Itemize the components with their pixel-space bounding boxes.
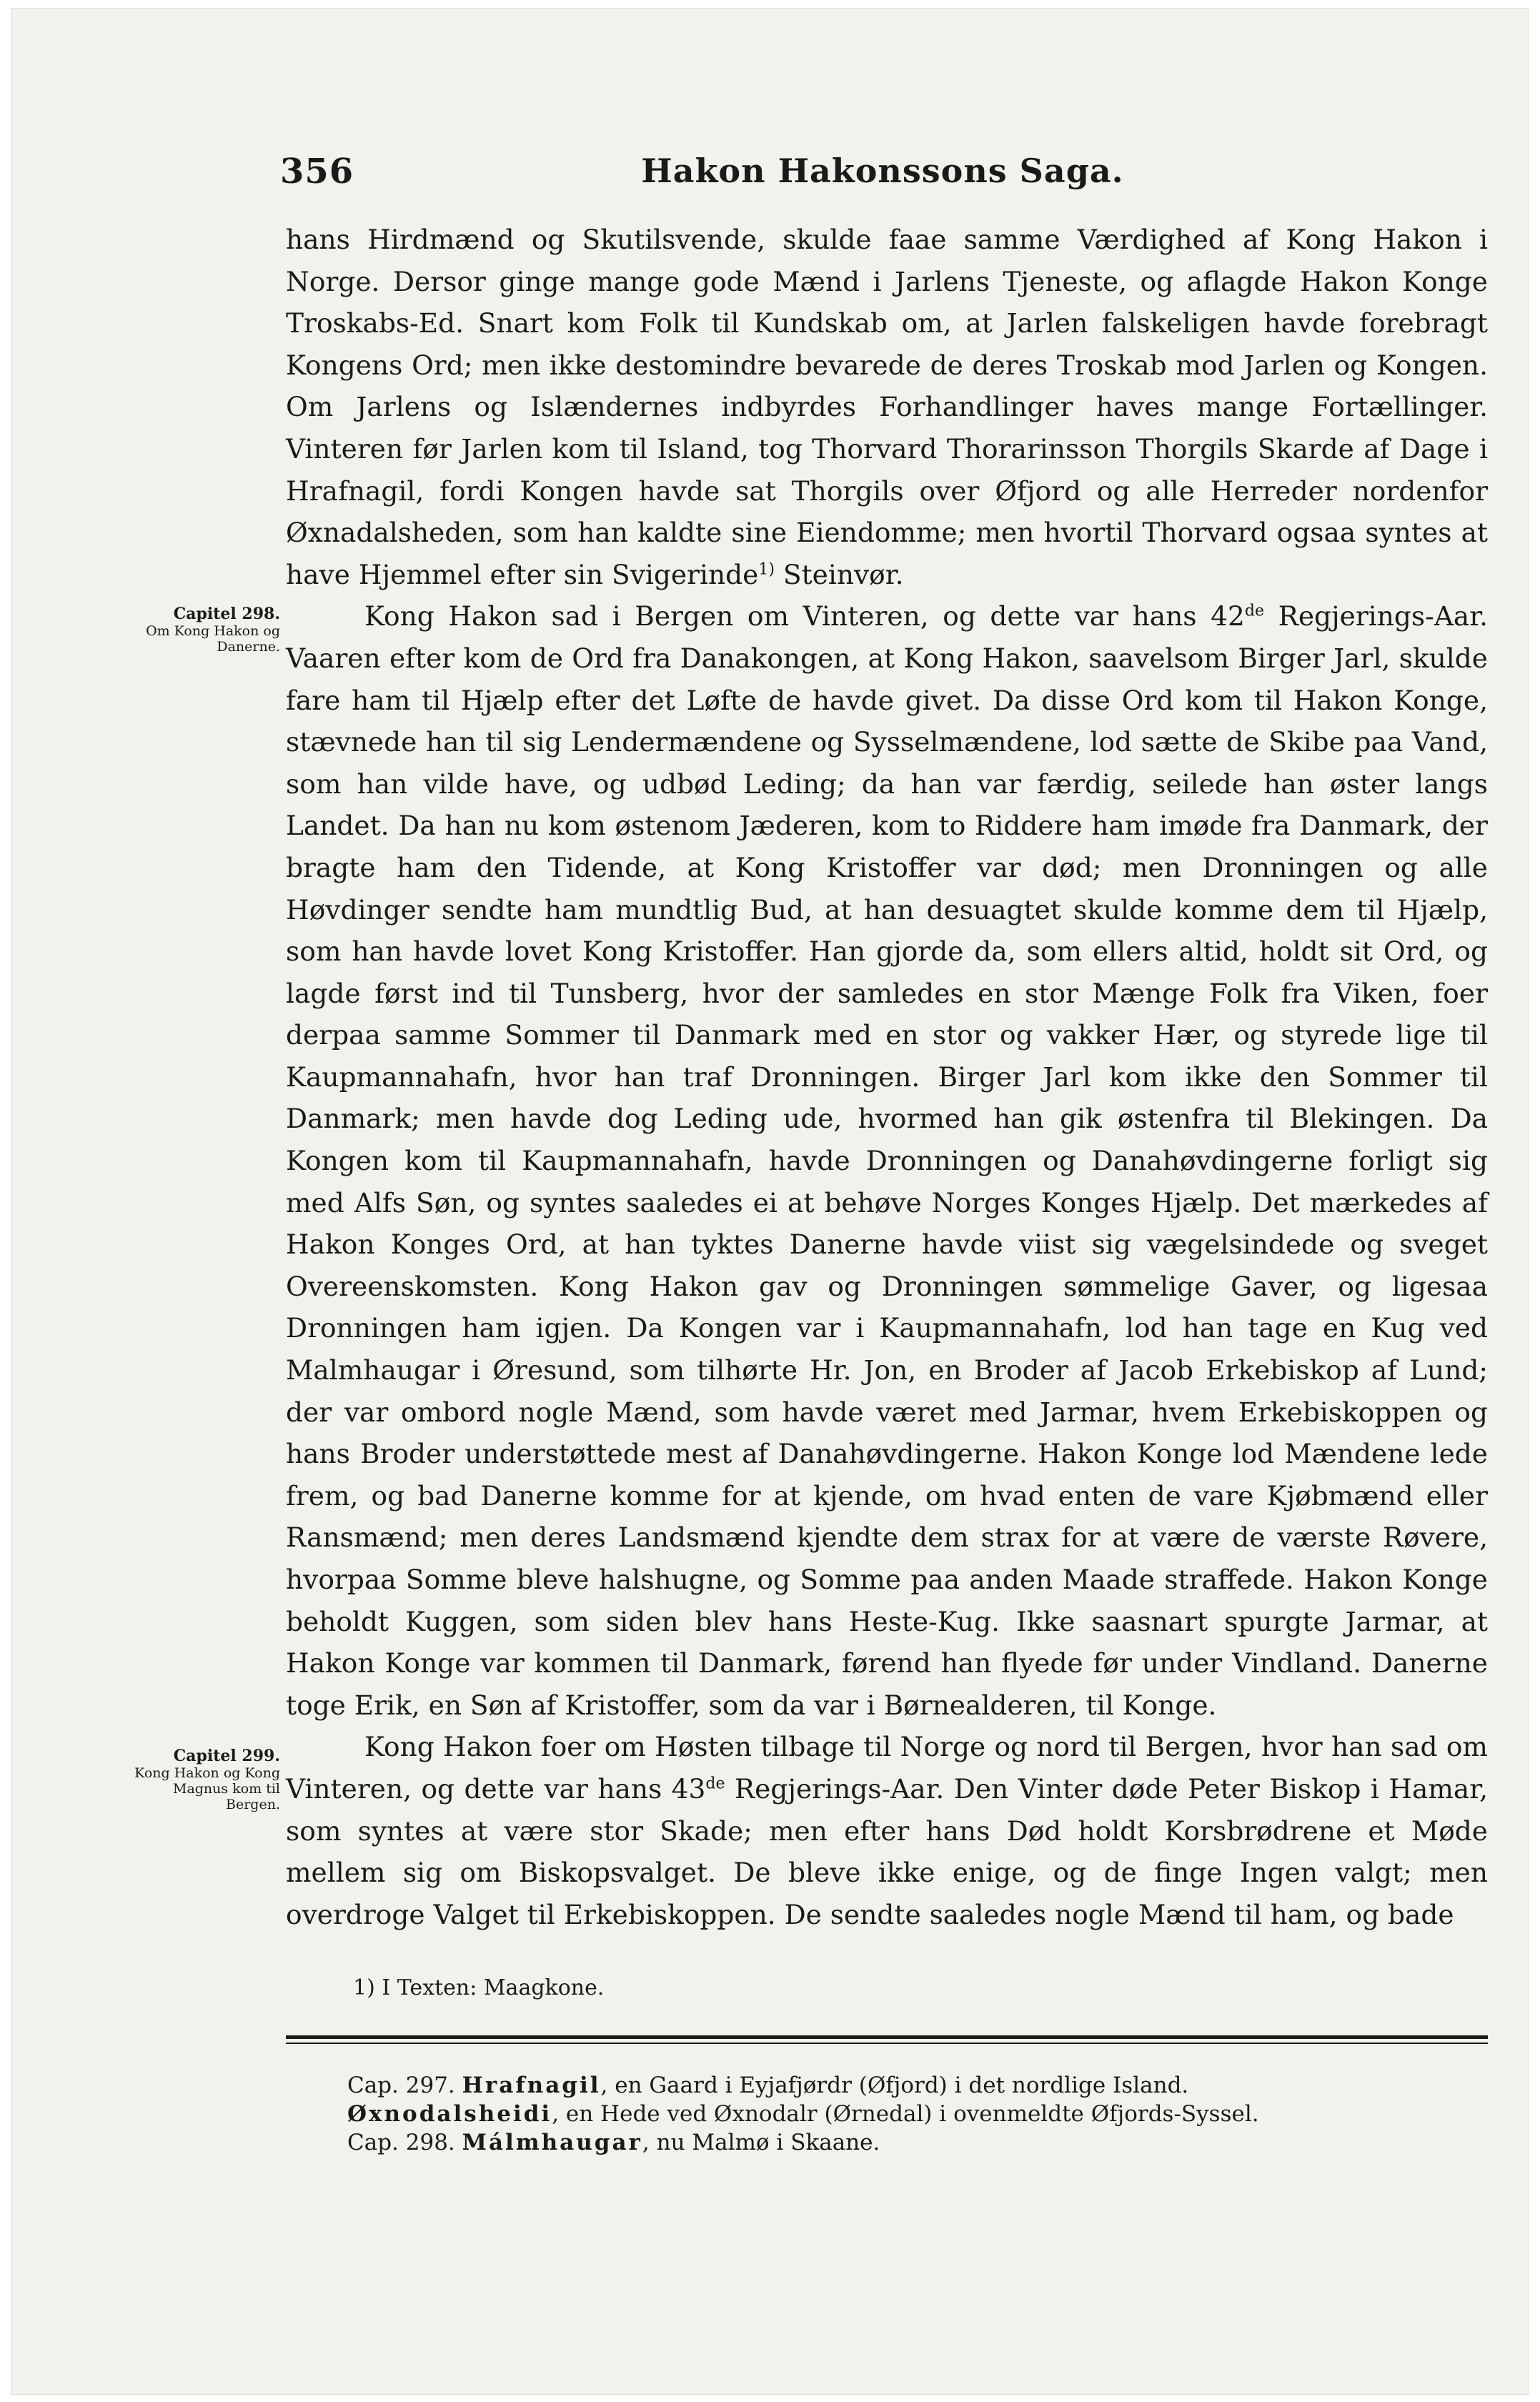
note-ref: Cap. 298.	[347, 2130, 455, 2155]
divider-rule-thin	[286, 2043, 1488, 2044]
running-title: Hakon Hakonssons Saga.	[641, 152, 1124, 190]
note-text: , nu Malmø i Skaane.	[642, 2130, 880, 2155]
paragraph-chapter-299	[286, 1726, 1488, 1935]
note-place: Málmhaugar	[462, 2130, 642, 2155]
note-ref: Cap. 297.	[347, 2073, 455, 2098]
paragraph-intro-end: Steinvør.	[774, 558, 904, 590]
editor-note	[347, 2071, 1484, 2100]
note-text: , en Gaard i Eyjafjørdr (Øfjord) i det nordlige Island.	[600, 2073, 1189, 2098]
paragraph-299-start: Kong Hakon foer om Høsten tilbage til Norge og nord til Bergen, hvor han sad om Vinteren, og dette var hans 43	[286, 1731, 1488, 1805]
main-text	[286, 219, 1488, 1935]
footnote: 1) I Texten: Maagkone.	[353, 1975, 605, 2000]
editor-notes	[347, 2071, 1484, 2157]
ordinal-suffix: de	[705, 1775, 725, 1793]
margin-note-chapter-299	[123, 1748, 280, 1812]
ordinal-suffix: de	[1244, 602, 1264, 620]
note-place: Hrafnagil	[462, 2073, 601, 2098]
chapter-summary: Om Kong Hakon og Danerne.	[146, 623, 280, 655]
paragraph-298-rest: Regjerings-Aar. Vaaren efter kom de Ord fra Danakongen, at Kong Hakon, saavelsom Birger Jarl, skulde fare ham til Hjælp efter det Løfte de havde givet. Da disse Ord kom til Hakon Konge, stævnede han til sig Lendermændene og Sysselmændene, lod sætte de Skibe paa Vand, som han vilde have, og udbød Leding; da han var færdig, seilede han øster langs Landet. Da han nu kom østenom Jæderen, kom to Riddere ham imøde fra Danmark, der bragte ham den Tidende, at Kong Kristoffer var død; men Dronningen og alle Høvdinger sendte ham mundtlig Bud, at han desuagtet skulde komme dem til Hjælp, som han havde lovet Kong Kristoffer. Han gjorde da, som ellers altid, holdt sit Ord, og lagde først ind til Tunsberg, hvor der samledes en stor Mænge Folk fra Viken, foer derpaa samme Sommer til Danmark med en stor og vakker Hær, og styrede lige til Kaupmannahafn, hvor han traf Dronningen. Birger Jarl kom ikke den Sommer til Danmark; men havde dog Leding ude, hvormed han gik østenfra til Blekingen. Da Kongen kom til Kaupmannahafn, havde Dronningen og Danahøvdingerne forligt sig med Alfs Søn, og syntes saaledes ei at behøve Norges Konges Hjælp. Det mærkedes af Hakon Konges Ord, at han tyktes Danerne havde viist sig vægelsindede og sveget Overeenskomsten. Kong Hakon gav og Dronningen sømmelige Gaver, og ligesaa Dronningen ham igjen. Da Kongen var i Kaupmannahafn, lod han tage en Kug ved Malmhaugar i Øresund, som tilhørte Hr. Jon, en Broder af Jacob Erkebiskop af Lund; der var ombord nogle Mænd, som havde været med Jarmar, hvem Erkebiskoppen og hans Broder understøttede mest af Danahøvdingerne. Hakon Konge lod Mændene lede frem, og bad Danerne komme for at kjende, om hvad enten de vare Kjøbmænd eller Ransmænd; men deres Landsmænd kjendte dem strax for at være de værste Røvere, hvorpaa Somme bleve halshugne, og Somme paa anden Maade straffede. Hakon Konge beholdt Kuggen, som siden blev hans Heste-Kug. Ikke saasnart spurgte Jarmar, at Hakon Konge var kommen til Danmark, førend han flyede før under Vindland. Danerne toge Erik, en Søn af Kristoffer, som da var i Børnealderen, til Konge.	[286, 600, 1488, 1721]
editor-note	[347, 2128, 1484, 2157]
footnote-marker[interactable]: 1)	[758, 560, 775, 579]
paragraph-299-rest: Regjerings-Aar. Den Vinter døde Peter Biskop i Hamar, som syntes at være stor Skade; men efter hans Død holdt Korsbrødrene et Møde mellem sig om Biskopsvalget. De bleve ikke enige, og de finge Ingen valgt; men overdroge Valget til Erkebiskoppen. De sendte saaledes nogle Mænd til ham, og bade	[286, 1772, 1488, 1930]
divider-rule-thick	[286, 2035, 1488, 2039]
page-number: 356	[280, 152, 354, 192]
page-header	[280, 152, 1485, 202]
chapter-number: Capitel 299.	[173, 1747, 280, 1765]
editor-note	[347, 2100, 1484, 2128]
paragraph-intro-text: hans Hirdmænd og Skutilsvende, skulde faae samme Værdighed af Kong Hakon i Norge. Dersor ginge mange gode Mænd i Jarlens Tjeneste, og aflagde Hakon Konge Troskabs-Ed. Snart kom Folk til Kundskab om, at Jarlen falskeligen havde forebragt Kongens Ord; men ikke destomindre bevarede de deres Troskab mod Jarlen og Kongen. Om Jarlens og Islændernes indbyrdes Forhandlinger haves mange Fortællinger. Vinteren før Jarlen kom til Island, tog Thorvard Thorarinsson Thorgils Skarde af Dage i Hrafnagil, fordi Kongen havde sat Thorgils over Øfjord og alle Herreder nordenfor Øxnadalsheden, som han kaldte sine Eiendomme; men hvortil Thorvard ogsaa syntes at have Hjemmel efter sin Svigerinde	[286, 224, 1488, 590]
paragraph-chapter-298	[286, 595, 1488, 1726]
chapter-summary: Kong Hakon og Kong Magnus kom til Bergen.	[134, 1765, 280, 1812]
paragraph-intro	[286, 219, 1488, 595]
chapter-number: Capitel 298.	[173, 605, 280, 623]
note-text: , en Hede ved Øxnodalr (Ørnedal) i ovenmeldte Øfjords-Syssel.	[552, 2101, 1259, 2127]
note-place: Øxnodalsheidi	[347, 2101, 552, 2127]
margin-note-chapter-298	[123, 606, 280, 655]
paragraph-298-start: Kong Hakon sad i Bergen om Vinteren, og dette var hans 42	[364, 600, 1245, 632]
